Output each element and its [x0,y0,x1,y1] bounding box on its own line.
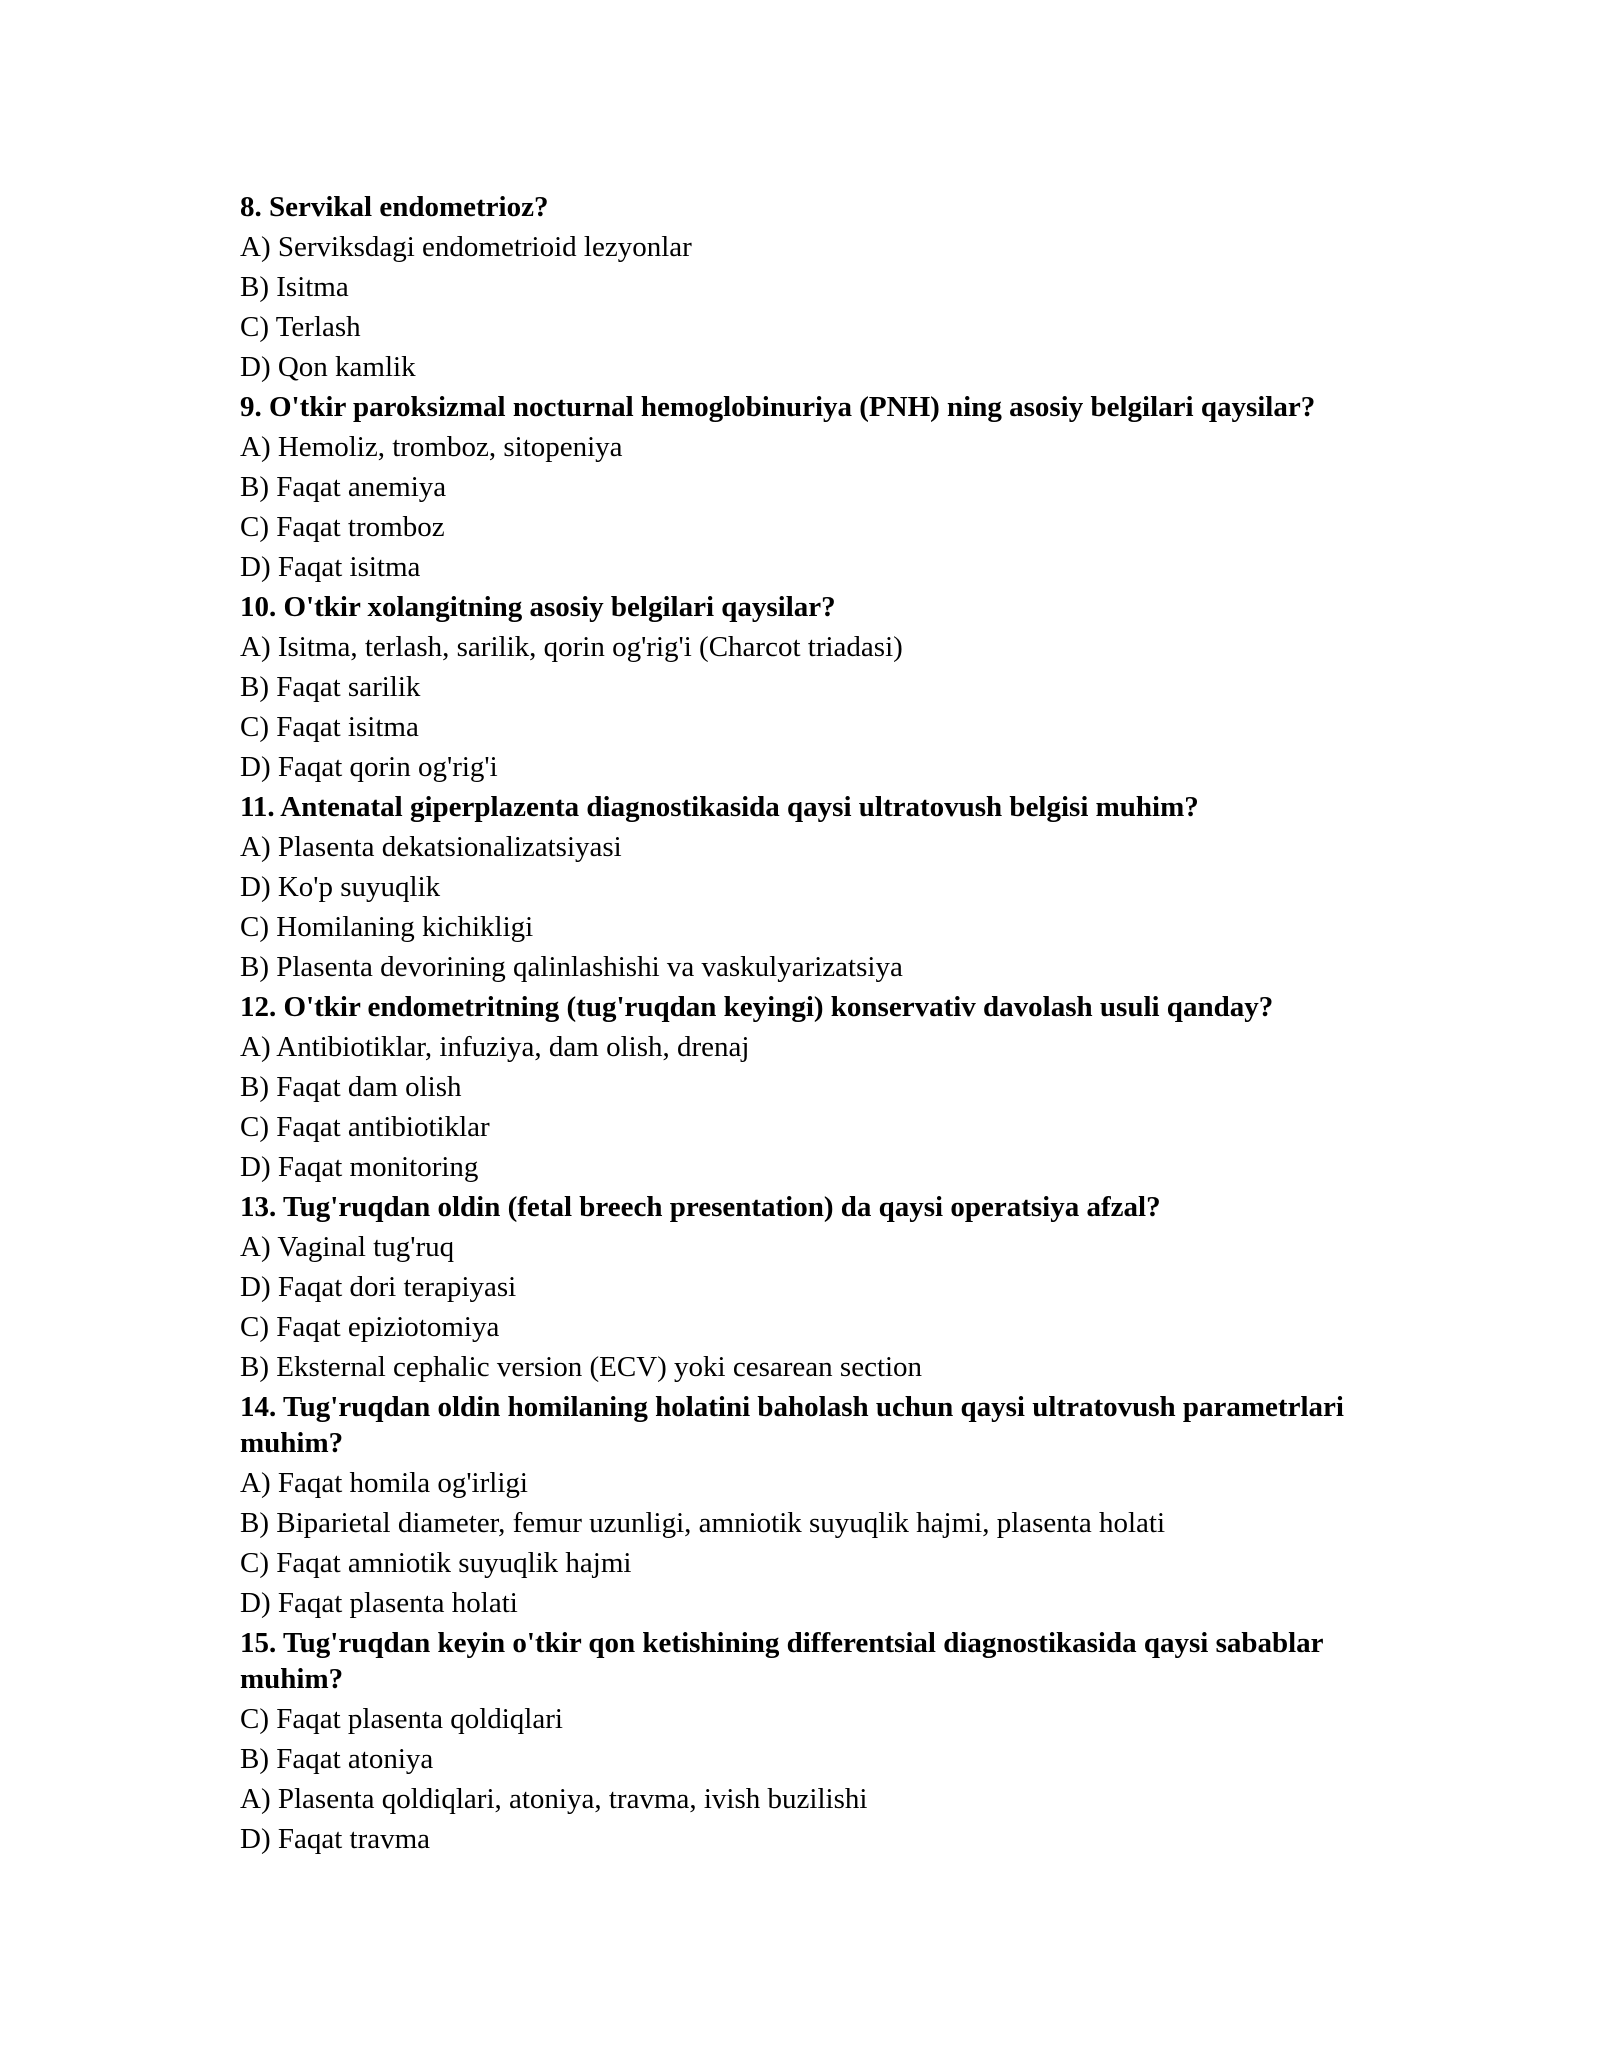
answer-option: A) Faqat homila og'irligi [240,1467,528,1499]
question-text: 14. Tug'ruqdan oldin homilaning holatini baholash uchun qaysi ultratovush parametrlari muhim? [240,1391,1344,1459]
question-block-10 [240,587,1420,787]
answer-option: D) Faqat plasenta holati [240,1587,518,1619]
question-block-13 [240,1187,1420,1387]
answer-option: B) Eksternal cephalic version (ECV) yoki cesarean section [240,1351,923,1383]
question-text: 13. Tug'ruqdan oldin (fetal breech presentation) da qaysi operatsiya afzal? [240,1191,1161,1223]
answer-option: B) Faqat anemiya [240,471,447,503]
answer-option: C) Faqat isitma [240,711,419,743]
question-text: 8. Servikal endometrioz? [240,191,549,223]
answer-option: B) Faqat atoniya [240,1743,434,1775]
question-text: 10. O'tkir xolangitning asosiy belgilari qaysilar? [240,591,836,623]
question-block-8 [240,187,1420,387]
answer-option: A) Plasenta qoldiqlari, atoniya, travma, ivish buzilishi [240,1783,868,1815]
answer-option: C) Faqat amniotik suyuqlik hajmi [240,1547,632,1579]
answer-option: A) Vaginal tug'ruq [240,1231,455,1263]
answer-option: C) Faqat antibiotiklar [240,1111,490,1143]
answer-option: A) Serviksdagi endometrioid lezyonlar [240,231,692,263]
answer-option: D) Faqat travma [240,1823,431,1855]
question-block-15 [240,1623,1420,1859]
answer-option: A) Plasenta dekatsionalizatsiyasi [240,831,622,863]
answer-option: A) Isitma, terlash, sarilik, qorin og'rig'i (Charcot triadasi) [240,631,903,663]
question-block-11 [240,787,1420,987]
answer-option: D) Qon kamlik [240,351,416,383]
answer-option: D) Faqat isitma [240,551,421,583]
answer-option: D) Faqat qorin og'rig'i [240,751,498,783]
answer-option: D) Faqat dori terapiyasi [240,1271,517,1303]
answer-option: C) Homilaning kichikligi [240,911,534,943]
answer-option: A) Hemoliz, tromboz, sitopeniya [240,431,623,463]
answer-option: D) Faqat monitoring [240,1151,479,1183]
question-text: 11. Antenatal giperplazenta diagnostikasida qaysi ultratovush belgisi muhim? [240,791,1199,823]
answer-option: A) Antibiotiklar, infuziya, dam olish, drenaj [240,1031,750,1063]
answer-option: B) Isitma [240,271,349,303]
question-text: 12. O'tkir endometritning (tug'ruqdan keyingi) konservativ davolash usuli qanday? [240,991,1274,1023]
answer-option: C) Terlash [240,311,361,343]
answer-option: D) Ko'p suyuqlik [240,871,441,903]
question-text: 15. Tug'ruqdan keyin o'tkir qon ketishining differentsial diagnostikasida qaysi sabablar muhim? [240,1627,1324,1695]
question-text: 9. O'tkir paroksizmal nocturnal hemoglobinuriya (PNH) ning asosiy belgilari qaysilar? [240,391,1316,423]
answer-option: B) Plasenta devorining qalinlashishi va vaskulyarizatsiya [240,951,903,983]
document-page [240,187,1420,1859]
answer-option: C) Faqat tromboz [240,511,445,543]
question-block-14 [240,1387,1420,1623]
question-block-12 [240,987,1420,1187]
answer-option: B) Faqat dam olish [240,1071,462,1103]
answer-option: B) Faqat sarilik [240,671,421,703]
answer-option: B) Biparietal diameter, femur uzunligi, amniotik suyuqlik hajmi, plasenta holati [240,1507,1166,1539]
answer-option: C) Faqat plasenta qoldiqlari [240,1703,563,1735]
answer-option: C) Faqat epiziotomiya [240,1311,500,1343]
question-block-9 [240,387,1420,587]
